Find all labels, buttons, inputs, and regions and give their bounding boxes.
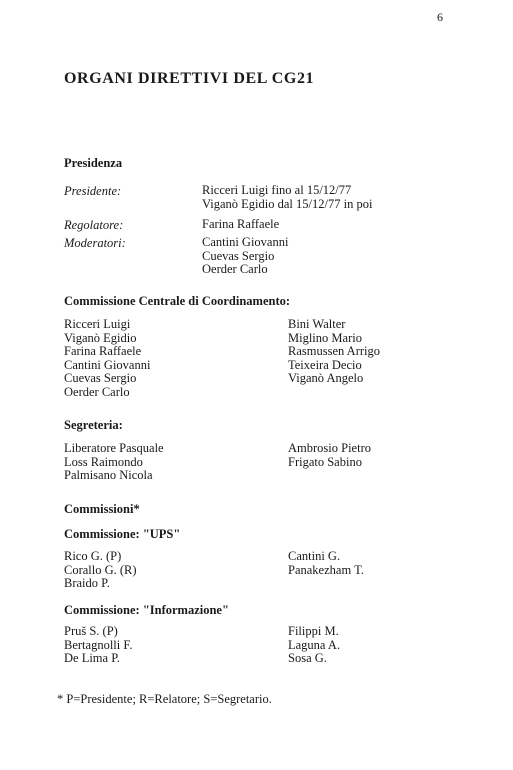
segreteria-heading: Segreteria:: [64, 418, 123, 432]
regolatore-label: Regolatore:: [64, 218, 124, 232]
member-name: Bini Walter: [288, 317, 346, 331]
commissione-centrale-right: [288, 318, 380, 386]
moderatori-names: [202, 236, 288, 277]
member-name: Oerder Carlo: [64, 384, 130, 399]
member-name: De Lima P.: [64, 651, 120, 665]
informazione-left: [64, 625, 132, 666]
member-name: Filippi M.: [288, 624, 339, 638]
presidente-label: Presidente:: [64, 184, 122, 198]
page-number: 6: [437, 10, 443, 24]
member-name: Liberatore Pasquale: [64, 441, 164, 455]
member-name: Cantini G.: [288, 549, 341, 563]
member-name: Farina Raffaele: [64, 344, 142, 358]
presidenza-heading: Presidenza: [64, 156, 123, 170]
moderatore-line: Cantini Giovanni: [202, 235, 289, 249]
member-name: Corallo G. (R): [64, 562, 137, 577]
informazione-right: [288, 625, 340, 666]
regolatore-names: [202, 218, 279, 232]
ups-heading: Commissione: "UPS": [64, 527, 181, 541]
regolatore-line: Farina Raffaele: [202, 217, 280, 231]
commissione-centrale-heading: Commissione Centrale di Coordinamento:: [64, 294, 291, 308]
page-title: ORGANI DIRETTIVI DEL CG21: [64, 70, 315, 87]
member-name: Braido P.: [64, 576, 110, 590]
presidente-line: Ricceri Luigi fino al 15/12/77: [202, 183, 352, 197]
member-name: Laguna A.: [288, 637, 341, 652]
segreteria-left: [64, 442, 164, 483]
presidente-line: Viganò Egidio dal 15/12/77 in poi: [202, 196, 373, 211]
footnote: * P=Presidente; R=Relatore; S=Segretario.: [57, 692, 272, 706]
member-name: Bertagnolli F.: [64, 637, 133, 652]
member-name: Pruš S. (P): [64, 624, 118, 638]
member-name: Viganò Angelo: [288, 371, 364, 385]
member-name: Panakezham T.: [288, 562, 364, 577]
member-name: Miglino Mario: [288, 330, 362, 345]
member-name: Cuevas Sergio: [64, 371, 137, 385]
member-name: Sosa G.: [288, 651, 327, 665]
ups-left: [64, 550, 137, 591]
member-name: Ricceri Luigi: [64, 317, 131, 331]
member-name: Teixeira Decio: [288, 357, 362, 372]
member-name: Cantini Giovanni: [64, 357, 151, 372]
presidente-names: [202, 184, 372, 211]
moderatore-line: Cuevas Sergio: [202, 248, 275, 263]
moderatore-line: Oerder Carlo: [202, 262, 268, 276]
member-name: Rasmussen Arrigo: [288, 344, 381, 358]
segreteria-right: [288, 442, 371, 469]
member-name: Frigato Sabino: [288, 454, 362, 469]
member-name: Palmisano Nicola: [64, 468, 153, 482]
commissione-centrale-left: [64, 318, 150, 399]
member-name: Viganò Egidio: [64, 330, 137, 345]
member-name: Rico G. (P): [64, 549, 122, 563]
informazione-heading: Commissione: "Informazione": [64, 603, 229, 617]
member-name: Ambrosio Pietro: [288, 441, 371, 455]
moderatori-label: Moderatori:: [64, 236, 126, 250]
commissioni-heading: Commissioni*: [64, 502, 140, 516]
member-name: Loss Raimondo: [64, 454, 143, 469]
ups-right: [288, 550, 364, 577]
